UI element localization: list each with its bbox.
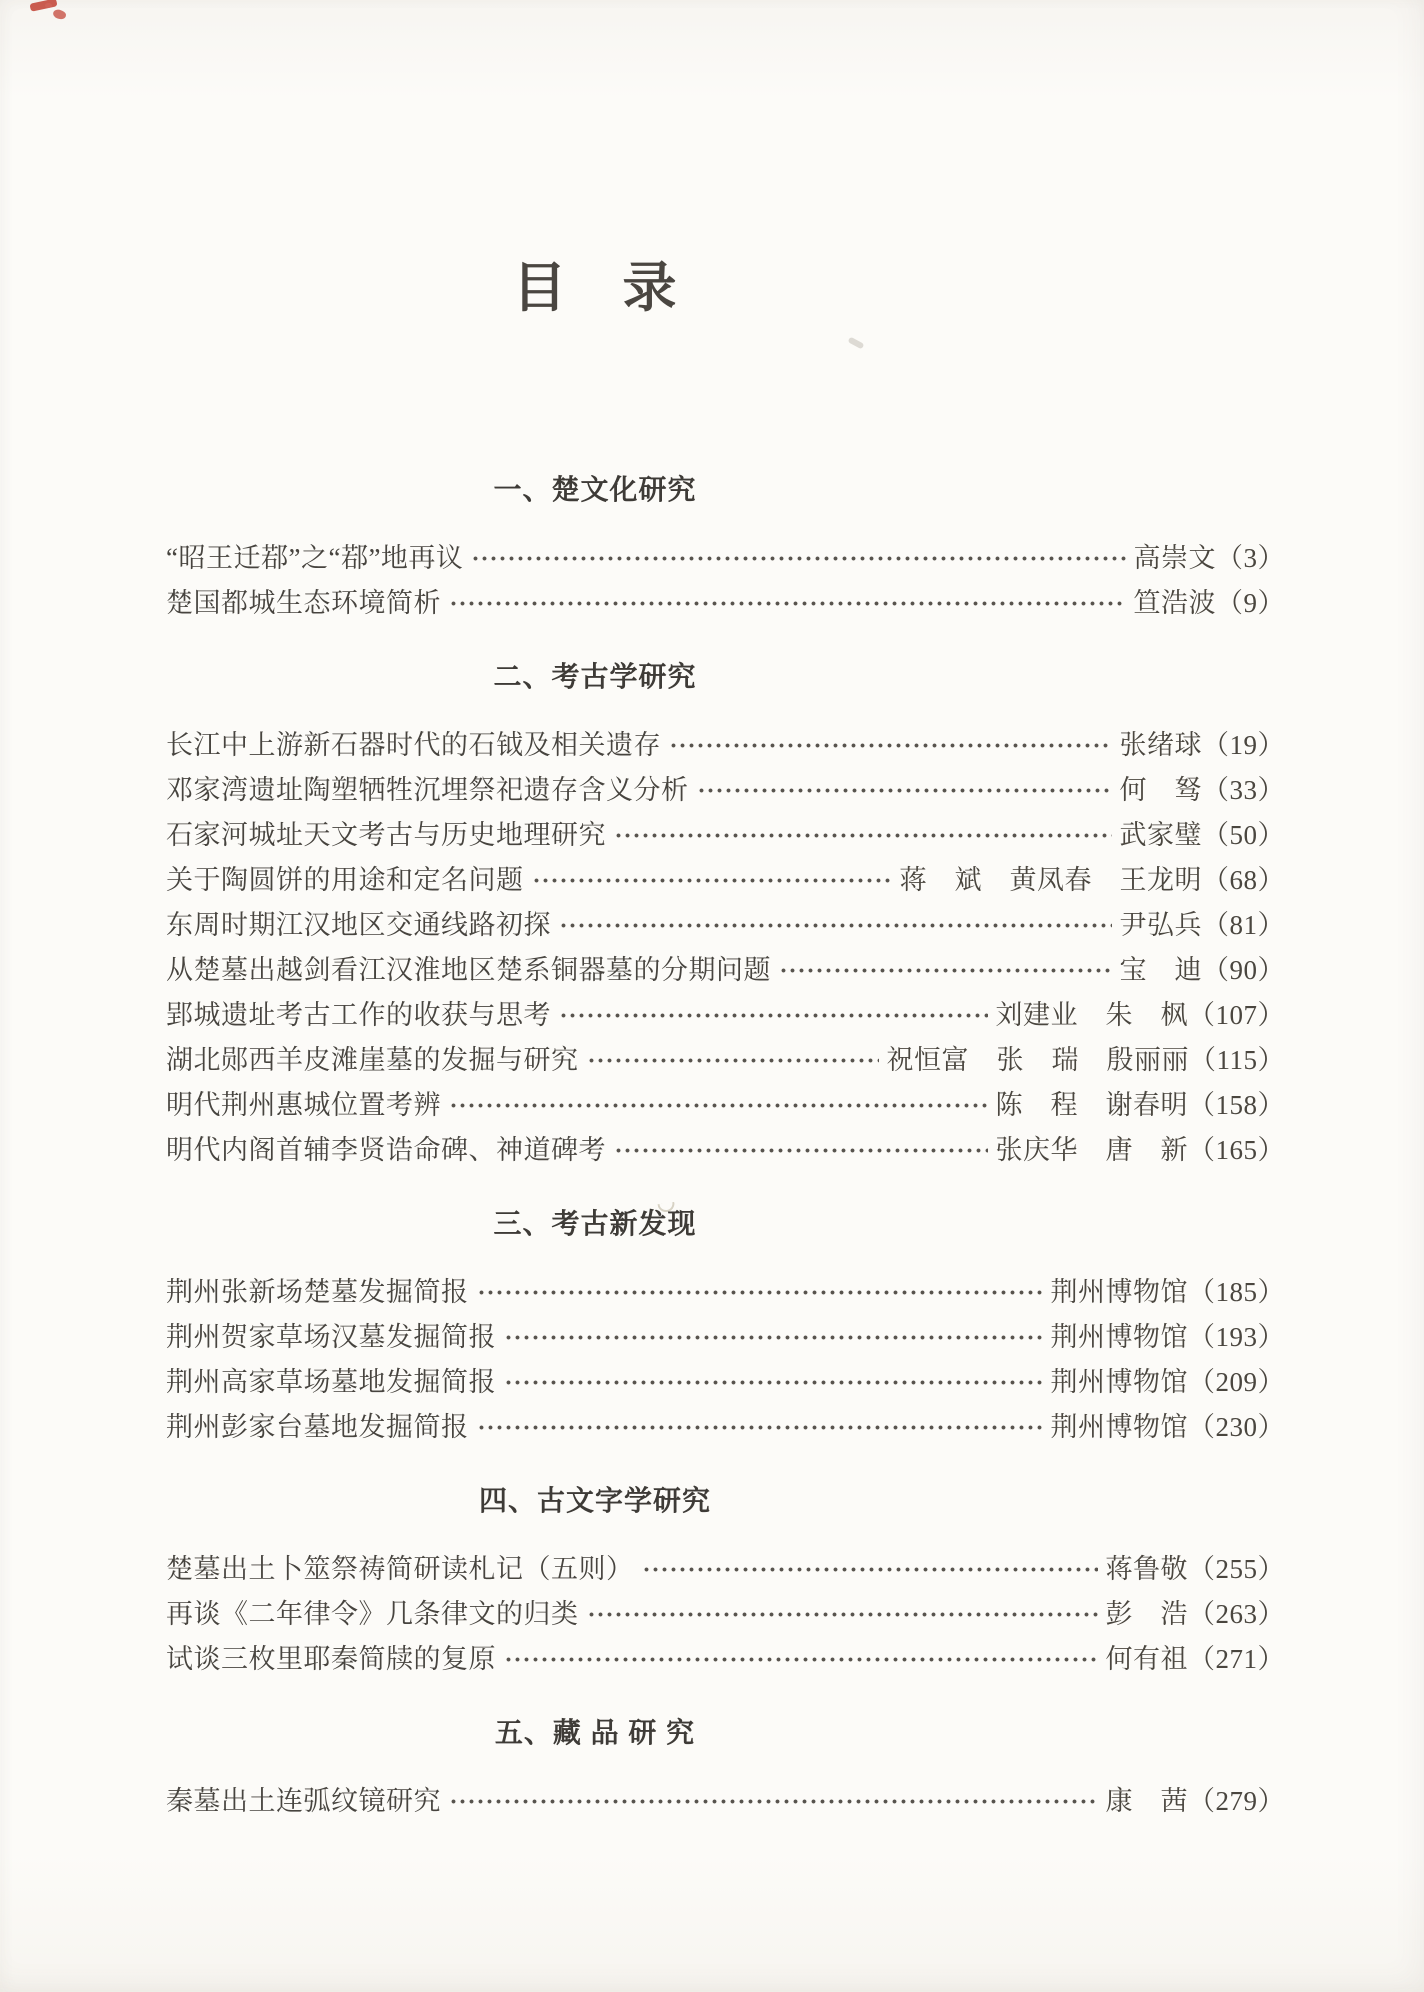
toc-entry bbox=[166, 723, 1285, 768]
entry-authors: 荆州博物馆 bbox=[1050, 1322, 1188, 1352]
entry-title: 从楚墓出越剑看江汉淮地区楚系铜器墓的分期问题 bbox=[166, 955, 771, 985]
dot-leader bbox=[777, 948, 1112, 993]
entry-title: 关于陶圆饼的用途和定名问题 bbox=[166, 865, 524, 895]
entry-page-number: （3） bbox=[1216, 543, 1285, 573]
toc-entry bbox=[166, 813, 1285, 858]
dot-leader bbox=[557, 993, 988, 1038]
dot-leader bbox=[530, 858, 892, 903]
entry-authors: 高崇文 bbox=[1133, 543, 1216, 573]
toc-entry bbox=[166, 1405, 1285, 1450]
toc-section bbox=[0, 467, 1424, 626]
entry-page-number: （255） bbox=[1188, 1554, 1285, 1584]
dot-leader bbox=[502, 1637, 1098, 1682]
toc-entry bbox=[166, 1315, 1285, 1360]
entry-authors: 张绪球 bbox=[1119, 730, 1202, 760]
toc-entry bbox=[166, 1592, 1285, 1637]
section-entries bbox=[166, 1270, 1285, 1450]
toc-entry bbox=[166, 948, 1285, 993]
toc-entry bbox=[166, 1038, 1285, 1083]
entry-title: 楚墓出土卜筮祭祷简研读札记（五则） bbox=[166, 1554, 634, 1584]
entry-authors: 荆州博物馆 bbox=[1050, 1277, 1188, 1307]
entry-title: 长江中上游新石器时代的石钺及相关遗存 bbox=[166, 730, 661, 760]
toc-entry bbox=[166, 1083, 1285, 1128]
entry-page-number: （81） bbox=[1202, 910, 1285, 940]
toc-entry bbox=[166, 1360, 1285, 1405]
entry-page-number: （209） bbox=[1188, 1367, 1285, 1397]
dot-leader bbox=[502, 1360, 1043, 1405]
dot-leader bbox=[469, 536, 1125, 581]
toc-section bbox=[0, 654, 1424, 1173]
toc-entry bbox=[166, 536, 1285, 581]
entry-authors: 彭 浩 bbox=[1105, 1599, 1188, 1629]
toc-entry bbox=[166, 1547, 1285, 1592]
dot-leader bbox=[502, 1315, 1043, 1360]
entry-title: 荆州彭家台墓地发掘简报 bbox=[166, 1412, 469, 1442]
entry-authors: 康 茜 bbox=[1105, 1786, 1188, 1816]
section-heading: 一、楚文化研究 bbox=[493, 474, 697, 505]
scan-smudge-icon bbox=[848, 337, 865, 350]
entry-title: 石家河城址天文考古与历史地理研究 bbox=[166, 820, 606, 850]
entry-authors: 宝 迪 bbox=[1119, 955, 1202, 985]
entry-page-number: （68） bbox=[1202, 865, 1285, 895]
dot-leader bbox=[585, 1038, 879, 1083]
page-title: 目 录 bbox=[512, 258, 678, 318]
entry-title: 荆州高家草场墓地发掘简报 bbox=[166, 1367, 496, 1397]
entry-title: 荆州贺家草场汉墓发掘简报 bbox=[166, 1322, 496, 1352]
toc-entry bbox=[166, 1779, 1285, 1824]
toc-section bbox=[0, 1478, 1424, 1682]
entry-authors: 陈 程 谢春明 bbox=[995, 1090, 1188, 1120]
toc-entry bbox=[166, 1128, 1285, 1173]
toc-entry bbox=[166, 993, 1285, 1038]
entry-authors: 蒋鲁敬 bbox=[1105, 1554, 1188, 1584]
section-heading: 四、古文字学研究 bbox=[478, 1485, 711, 1516]
entry-authors: 祝恒富 张 瑞 殷丽丽 bbox=[886, 1045, 1189, 1075]
section-entries bbox=[166, 1547, 1285, 1682]
entry-title: 试谈三枚里耶秦简牍的复原 bbox=[166, 1644, 496, 1674]
toc-entry bbox=[166, 581, 1285, 626]
dot-leader bbox=[447, 1083, 988, 1128]
dot-leader bbox=[695, 768, 1112, 813]
toc-section bbox=[0, 1710, 1424, 1824]
dot-leader bbox=[640, 1547, 1098, 1592]
entry-title: 郢城遗址考古工作的收获与思考 bbox=[166, 1000, 551, 1030]
toc-section bbox=[0, 1201, 1424, 1450]
entry-title: 邓家湾遗址陶塑牺牲沉埋祭祀遗存含义分析 bbox=[166, 775, 689, 805]
entry-title: 荆州张新场楚墓发掘简报 bbox=[166, 1277, 469, 1307]
entry-title: 楚国都城生态环境简析 bbox=[166, 588, 441, 618]
toc-entry bbox=[166, 768, 1285, 813]
entry-authors: 张庆华 唐 新 bbox=[995, 1135, 1188, 1165]
entry-authors: 荆州博物馆 bbox=[1050, 1367, 1188, 1397]
entry-page-number: （193） bbox=[1188, 1322, 1285, 1352]
entry-authors: 尹弘兵 bbox=[1119, 910, 1202, 940]
dot-leader bbox=[557, 903, 1112, 948]
entry-authors: 笪浩波 bbox=[1133, 588, 1216, 618]
toc-sections bbox=[0, 467, 1424, 1824]
entry-page-number: （279） bbox=[1188, 1786, 1285, 1816]
entry-authors: 荆州博物馆 bbox=[1050, 1412, 1188, 1442]
entry-page-number: （33） bbox=[1202, 775, 1285, 805]
toc-entry bbox=[166, 1270, 1285, 1315]
entry-title: 再谈《二年律令》几条律文的归类 bbox=[166, 1599, 579, 1629]
toc-entry bbox=[166, 903, 1285, 948]
entry-page-number: （158） bbox=[1188, 1090, 1285, 1120]
entry-page-number: （107） bbox=[1188, 1000, 1285, 1030]
entry-page-number: （90） bbox=[1202, 955, 1285, 985]
entry-authors: 武家璧 bbox=[1119, 820, 1202, 850]
dot-leader bbox=[447, 1779, 1098, 1824]
entry-title: 明代内阁首辅李贤诰命碑、神道碑考 bbox=[166, 1135, 606, 1165]
entry-page-number: （230） bbox=[1188, 1412, 1285, 1442]
entry-page-number: （185） bbox=[1188, 1277, 1285, 1307]
section-entries bbox=[166, 536, 1285, 626]
dot-leader bbox=[585, 1592, 1098, 1637]
entry-title: 秦墓出土连弧纹镜研究 bbox=[166, 1786, 441, 1816]
entry-page-number: （19） bbox=[1202, 730, 1285, 760]
entry-authors: 何有祖 bbox=[1105, 1644, 1188, 1674]
entry-page-number: （50） bbox=[1202, 820, 1285, 850]
entry-title: 明代荆州惠城位置考辨 bbox=[166, 1090, 441, 1120]
dot-leader bbox=[475, 1405, 1043, 1450]
entry-page-number: （271） bbox=[1188, 1644, 1285, 1674]
dot-leader bbox=[667, 723, 1112, 768]
entry-title: “昭王迁鄀”之“鄀”地再议 bbox=[166, 543, 464, 573]
entry-page-number: （165） bbox=[1188, 1135, 1285, 1165]
dot-leader bbox=[475, 1270, 1043, 1315]
entry-title: 东周时期江汉地区交通线路初探 bbox=[166, 910, 551, 940]
entry-title: 湖北郧西羊皮滩崖墓的发掘与研究 bbox=[166, 1045, 579, 1075]
entry-page-number: （263） bbox=[1188, 1599, 1285, 1629]
toc-entry bbox=[166, 1637, 1285, 1682]
section-heading: 五、藏 品 研 究 bbox=[494, 1717, 696, 1748]
section-entries bbox=[166, 1779, 1285, 1824]
scan-red-mark-icon bbox=[29, 0, 57, 12]
entry-authors: 蒋 斌 黄凤春 王龙明 bbox=[899, 865, 1202, 895]
entry-authors: 何 驽 bbox=[1119, 775, 1202, 805]
section-entries bbox=[166, 723, 1285, 1173]
section-heading: 三、考古新发现 bbox=[493, 1208, 697, 1239]
section-heading: 二、考古学研究 bbox=[493, 661, 697, 692]
entry-page-number: （9） bbox=[1216, 588, 1285, 618]
dot-leader bbox=[447, 581, 1126, 626]
entry-page-number: （115） bbox=[1189, 1045, 1285, 1075]
toc-entry bbox=[166, 858, 1285, 903]
scan-red-mark-icon bbox=[52, 8, 67, 21]
dot-leader bbox=[612, 1128, 988, 1173]
scan-red-mark-icon bbox=[45, 3, 52, 8]
entry-authors: 刘建业 朱 枫 bbox=[995, 1000, 1188, 1030]
dot-leader bbox=[612, 813, 1112, 858]
